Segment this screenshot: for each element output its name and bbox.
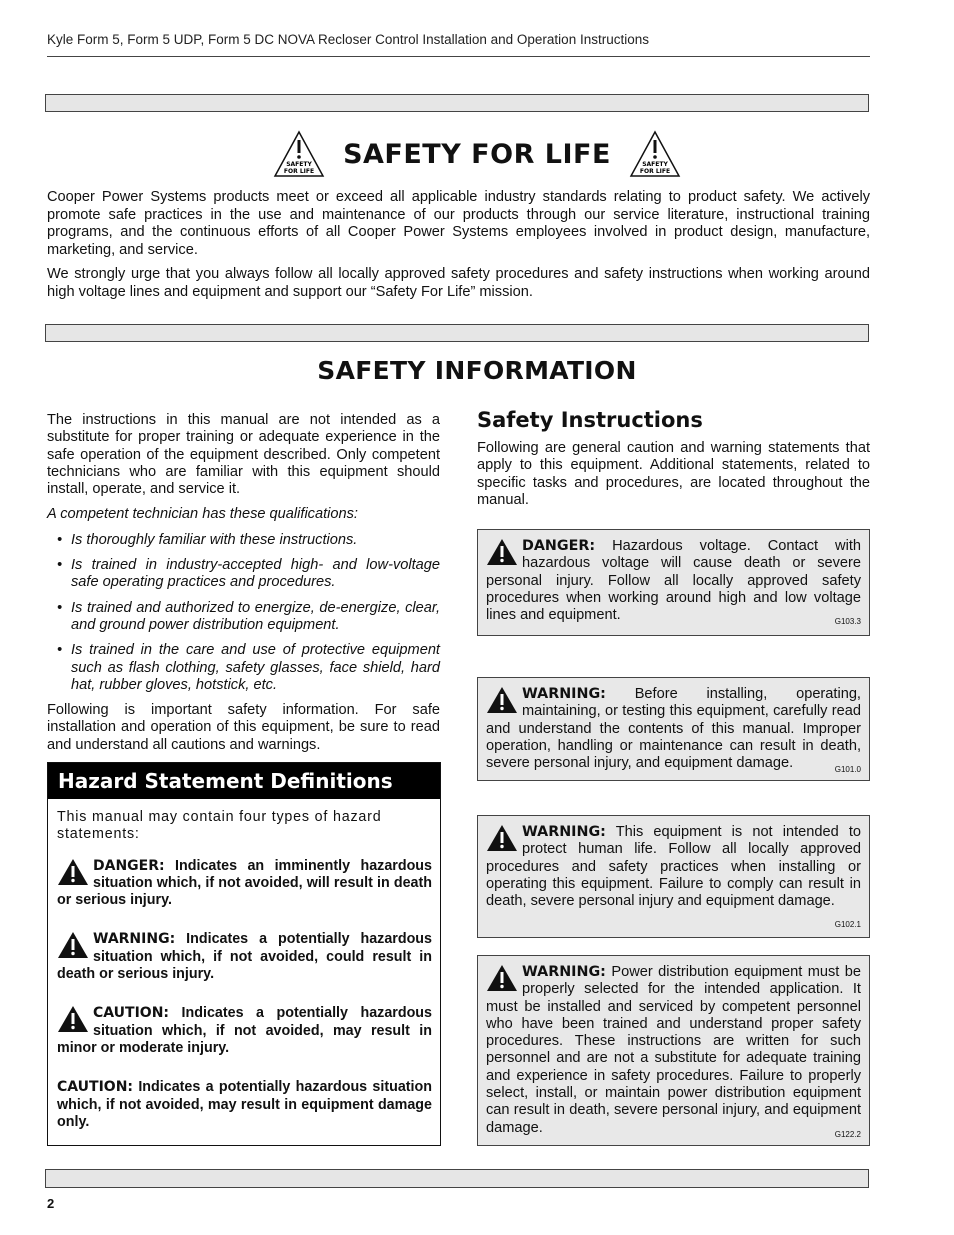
safety-for-life-heading: SAFETY FOR LIFE bbox=[343, 138, 611, 170]
safety-for-life-warning-icon bbox=[629, 130, 681, 178]
statement-code: G102.1 bbox=[834, 920, 861, 930]
warning-triangle-icon bbox=[57, 858, 89, 886]
safety-for-life-title-row bbox=[0, 130, 954, 178]
bullet: • bbox=[57, 557, 63, 574]
header-rule bbox=[47, 56, 870, 57]
hazard-definitions-heading: Hazard Statement Definitions bbox=[48, 763, 440, 799]
warning-statement-box: WARNING: This equipment is not intended to protect human life. Follow all locally approved procedures and safety practices when installing or operating this equipment. Failure to comply can result in death, severe personal injury and equipment damage. G102.1 bbox=[477, 815, 870, 938]
hazard-definitions-box bbox=[47, 762, 441, 1146]
warning-triangle-icon bbox=[486, 964, 518, 992]
safety-for-life-warning-icon bbox=[273, 130, 325, 178]
statement-code: G103.3 bbox=[834, 617, 861, 627]
hazard-definition-warning: WARNING: Indicates a potentially hazardous situation which, if not avoided, could result in death or serious injury. bbox=[57, 931, 432, 983]
warning-triangle-icon bbox=[57, 931, 89, 959]
icon-label-line2: FOR LIFE bbox=[639, 168, 670, 175]
warning-statement-box: WARNING: Before installing, operating, maintaining, or testing this equipment, carefully read and understand the contents of this manual. Improper operation, handling or maintenance can result in death, severe personal injury, and equipment damage. G101.0 bbox=[477, 677, 870, 781]
statement-code: G122.2 bbox=[834, 1129, 861, 1139]
qualifications-heading: A competent technician has these qualifications: bbox=[47, 506, 358, 523]
danger-statement-box: DANGER: Hazardous voltage. Contact with hazardous voltage will cause death or severe personal injury. Follow all locally approved safety procedures when working around high and low voltage lines and equipment. G103.3 bbox=[477, 529, 870, 636]
list-item: • Is trained in industry-accepted high- and low-voltage safe operating practices and procedures. bbox=[57, 557, 440, 591]
warning-triangle-icon bbox=[486, 824, 518, 852]
left-column bbox=[47, 412, 440, 762]
icon-label-line2: FOR LIFE bbox=[283, 168, 315, 175]
list-item: • Is thoroughly familiar with these instructions. bbox=[57, 531, 358, 548]
following-paragraph: Following is important safety information. For safe installation and operation of this equipment, be sure to read and understand all cautions and warnings. bbox=[47, 702, 440, 753]
hazard-definition-caution: CAUTION: Indicates a potentially hazardous situation which, if not avoided, may result in minor or moderate injury. bbox=[57, 1005, 432, 1056]
safety-for-life-paragraph-2: We strongly urge that you always follow all locally approved safety procedures and safety instructions when working around high voltage lines and equipment and support our “Safety For Life” mission. bbox=[47, 266, 870, 300]
warning-triangle-icon bbox=[57, 1005, 89, 1033]
right-column bbox=[477, 408, 870, 509]
warning-triangle-icon bbox=[486, 538, 518, 566]
intro-paragraph: The instructions in this manual are not intended as a substitute for proper training or adequate experience in the safe operation of the equipment described. Only competent technicians who are familiar with this equipment should install, operate, and service it. bbox=[47, 412, 440, 498]
safety-for-life-paragraph-1: Cooper Power Systems products meet or exceed all applicable industry standards relating to product safety. We actively promote safe practices in the use and maintenance of our products through our service literature, instructional training programs, and the continuous efforts of all Cooper Power Systems employees involved in product design, manufacture, marketing, and service. bbox=[47, 189, 870, 258]
hazard-definition-caution-equipment: CAUTION: Indicates a potentially hazardous situation which, if not avoided, may result in equipment damage only. bbox=[57, 1079, 432, 1130]
running-header: Kyle Form 5, Form 5 UDP, Form 5 DC NOVA Recloser Control Installation and Operation Instructions bbox=[47, 32, 649, 47]
statement-code: G101.0 bbox=[834, 765, 861, 775]
hazard-definitions-intro: This manual may contain four types of hazard statements: bbox=[57, 809, 382, 843]
section-divider-bar bbox=[45, 1169, 869, 1188]
bullet: • bbox=[57, 642, 63, 659]
icon-label-line1: SAFETY bbox=[642, 161, 668, 168]
warning-triangle-icon bbox=[486, 686, 518, 714]
safety-instructions-intro: Following are general caution and warning statements that apply to this equipment. Additional statements, related to specific tasks and procedures, are located throughout the manual. bbox=[477, 440, 870, 508]
warning-statement-box: WARNING: Power distribution equipment must be properly selected for the intended application. It must be installed and serviced by competent personnel who have been trained and understand proper safety procedures. These instructions are written for such personnel and are not a substitute for adequate training and experience in safety procedures. Failure to properly select, install, or maintain power distribution equipment can result in death, severe personal injury, and equipment damage. G122.2 bbox=[477, 955, 870, 1146]
section-divider-bar bbox=[45, 94, 869, 112]
hazard-definition-danger: DANGER: Indicates an imminently hazardous situation which, if not avoided, will result in death or serious injury. bbox=[57, 857, 432, 909]
safety-instructions-heading: Safety Instructions bbox=[477, 408, 703, 432]
list-item: • Is trained and authorized to energize, de-energize, clear, and ground power distribution equipment. bbox=[57, 599, 440, 633]
section-divider-bar bbox=[45, 324, 869, 342]
safety-information-heading: SAFETY INFORMATION bbox=[317, 356, 637, 385]
qualifications-list bbox=[47, 532, 440, 694]
icon-label-line1: SAFETY bbox=[286, 161, 312, 168]
list-item: • Is trained in the care and use of protective equipment such as flash clothing, safety glasses, face shield, hard hat, rubber gloves, hotstick, etc. bbox=[57, 642, 440, 693]
page-number: 2 bbox=[47, 1196, 55, 1211]
bullet: • bbox=[57, 531, 63, 548]
bullet: • bbox=[57, 599, 63, 616]
